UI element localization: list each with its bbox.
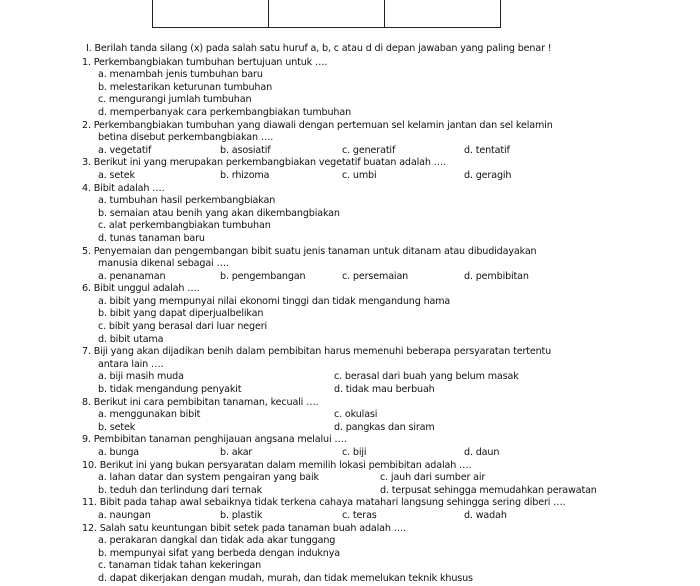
question-text bbox=[82, 283, 695, 296]
options-row bbox=[82, 170, 695, 183]
question-number: 8. bbox=[82, 396, 91, 408]
question-text bbox=[82, 397, 695, 410]
question-number: 11. bbox=[82, 497, 97, 509]
question-stem: Berikut ini yang merupakan perkembangbiakan vegetatif buatan adalah …. bbox=[93, 157, 447, 169]
question-stem: Bibit adalah …. bbox=[93, 182, 165, 194]
answer-option[interactable]: d. memperbanyak cara perkembangbiakan tumbuhan bbox=[98, 106, 352, 118]
answer-option[interactable]: b. melestarikan keturunan tumbuhan bbox=[98, 81, 273, 93]
options-row bbox=[82, 510, 695, 523]
options-row bbox=[82, 472, 695, 485]
answer-option[interactable]: b. tidak mengandung penyakit bbox=[98, 384, 242, 396]
question-text: antara lain …. bbox=[98, 358, 164, 370]
answer-option[interactable]: c. tanaman tidak tahan kekeringan bbox=[98, 560, 262, 572]
question-10 bbox=[80, 460, 695, 498]
answer-option[interactable]: c. okulasi bbox=[334, 409, 378, 421]
question-text bbox=[82, 523, 695, 536]
question-text bbox=[82, 460, 695, 473]
options-row bbox=[82, 371, 695, 384]
question-text bbox=[82, 57, 695, 70]
answer-option[interactable]: a. perakaran dangkal dan tidak ada akar tunggang bbox=[98, 535, 336, 547]
question-stem: Pembibitan tanaman penghijauan angsana melalui …. bbox=[93, 434, 347, 446]
answer-option[interactable]: c. berasal dari buah yang belum masak bbox=[334, 371, 519, 383]
options-row bbox=[82, 485, 695, 498]
answer-option[interactable]: b. rhizoma bbox=[220, 169, 270, 181]
question-number: 9. bbox=[82, 434, 91, 446]
question-number: 7. bbox=[82, 346, 91, 358]
question-text bbox=[82, 120, 695, 133]
answer-option[interactable]: c. generatif bbox=[342, 144, 396, 156]
instruction-text: I. Berilah tanda silang (x) pada salah satu huruf a, b, c atau d di depan jawaban yang paling benar ! bbox=[86, 43, 552, 54]
answer-option[interactable]: a. tumbuhan hasil perkembangbiakan bbox=[98, 195, 276, 207]
answer-option[interactable]: d. tidak mau berbuah bbox=[334, 384, 435, 396]
answer-option[interactable]: d. daun bbox=[464, 447, 500, 458]
answer-option[interactable]: c. alat perkembangbiakan tumbuhan bbox=[98, 220, 271, 232]
answer-option[interactable]: d. pembibitan bbox=[464, 270, 529, 282]
question-number: 4. bbox=[82, 182, 91, 194]
question-number: 5. bbox=[82, 245, 91, 257]
answer-option[interactable]: a. bunga bbox=[98, 447, 139, 458]
question-number: 6. bbox=[82, 283, 91, 295]
answer-option[interactable]: d. geragih bbox=[464, 169, 512, 181]
answer-option[interactable]: b. bibit yang dapat diperjualbelikan bbox=[98, 308, 264, 320]
question-text bbox=[82, 346, 695, 359]
answer-option[interactable]: c. teras bbox=[342, 509, 377, 521]
question-stem: Perkembangbiakan tumbuhan yang diawali dengan pertemuan sel kelamin jantan dan sel kelamin bbox=[93, 119, 553, 131]
answer-option[interactable]: a. bibit yang mempunyai nilai ekonomi tinggi dan tidak mengandung hama bbox=[98, 295, 451, 307]
answer-option[interactable]: b. teduh dan terlindung dari ternak bbox=[98, 484, 262, 496]
score-table-cell bbox=[153, 0, 268, 27]
answer-option[interactable]: c. jauh dari sumber air bbox=[380, 472, 486, 484]
answer-option[interactable]: c. mengurangi jumlah tumbuhan bbox=[98, 94, 252, 106]
options-row bbox=[82, 447, 695, 460]
answer-option[interactable]: b. setek bbox=[98, 421, 136, 433]
options-row bbox=[82, 409, 695, 422]
options-row bbox=[82, 384, 695, 397]
answer-option[interactable]: a. biji masih muda bbox=[98, 371, 184, 383]
question-text bbox=[82, 157, 695, 170]
question-1 bbox=[80, 57, 695, 120]
answer-option[interactable]: b. asosiatif bbox=[220, 144, 271, 156]
question-text bbox=[82, 246, 695, 259]
answer-option[interactable]: b. semaian atau benih yang akan dikembangbiakan bbox=[98, 207, 340, 219]
question-4 bbox=[80, 183, 695, 246]
answer-option[interactable]: d. bibit utama bbox=[98, 333, 164, 345]
answer-option[interactable]: b. pengembangan bbox=[220, 270, 306, 282]
answer-option[interactable]: b. mempunyai sifat yang berbeda dengan induknya bbox=[98, 547, 340, 559]
question-number: 12. bbox=[82, 522, 97, 534]
question-text: betina disebut perkembangbiakan …. bbox=[98, 132, 274, 144]
answer-option[interactable]: c. umbi bbox=[342, 169, 377, 181]
question-5 bbox=[80, 246, 695, 284]
answer-option[interactable]: d. wadah bbox=[464, 509, 507, 521]
question-text bbox=[82, 497, 695, 510]
question-8 bbox=[80, 397, 695, 435]
answer-option[interactable]: a. setek bbox=[98, 169, 135, 181]
answer-option[interactable]: c. biji bbox=[342, 447, 367, 458]
answer-option[interactable]: d. tunas tanaman baru bbox=[98, 232, 205, 244]
question-stem: Berikut ini cara pembibitan tanaman, kecuali …. bbox=[93, 396, 319, 408]
question-text: manusia dikenal sebagai …. bbox=[98, 258, 229, 270]
answer-option[interactable]: d. pangkas dan siram bbox=[334, 421, 435, 433]
score-table-cell bbox=[384, 0, 500, 27]
question-stem: Berikut ini yang bukan persyaratan dalam memilih lokasi pembibitan adalah …. bbox=[99, 459, 472, 471]
question-3 bbox=[80, 157, 695, 182]
question-11 bbox=[80, 497, 695, 522]
question-stem: Bibit unggul adalah …. bbox=[93, 283, 200, 295]
question-7 bbox=[80, 346, 695, 396]
answer-option[interactable]: c. bibit yang berasal dari luar negeri bbox=[98, 321, 268, 333]
options-row bbox=[82, 271, 695, 284]
answer-option[interactable]: c. persemaian bbox=[342, 270, 409, 282]
options-row bbox=[82, 145, 695, 158]
question-number: 3. bbox=[82, 157, 91, 169]
question-stem: Salah satu keuntungan bibit setek pada tanaman buah adalah …. bbox=[99, 522, 407, 534]
question-2 bbox=[80, 120, 695, 158]
question-stem: Biji yang akan dijadikan benih dalam pembibitan harus memenuhi beberapa persyaratan tertentu bbox=[93, 346, 552, 358]
question-number: 1. bbox=[82, 56, 91, 68]
answer-option[interactable]: a. penanaman bbox=[98, 270, 166, 282]
answer-option[interactable]: a. vegetatif bbox=[98, 144, 152, 156]
question-number: 10. bbox=[82, 459, 97, 471]
question-stem: Perkembangbiakan tumbuhan bertujuan untuk …. bbox=[93, 56, 328, 68]
score-table-cell bbox=[268, 0, 384, 27]
question-12 bbox=[80, 523, 695, 586]
answer-option[interactable]: d. terpusat sehingga memudahkan perawatan bbox=[380, 484, 597, 496]
question-text bbox=[82, 434, 695, 447]
answer-option[interactable]: a. lahan datar dan system pengairan yang baik bbox=[98, 472, 319, 484]
question-stem: Bibit pada tahap awal sebaiknya tidak terkena cahaya matahari langsung sehingga sering diberi …. bbox=[99, 497, 566, 509]
answer-option[interactable]: d. tentatif bbox=[464, 144, 510, 156]
question-9 bbox=[80, 434, 695, 459]
question-text bbox=[82, 183, 695, 196]
answer-option[interactable]: a. naungan bbox=[98, 509, 151, 521]
answer-option[interactable]: a. menggunakan bibit bbox=[98, 409, 201, 421]
answer-option[interactable]: b. plastik bbox=[220, 509, 263, 521]
score-table bbox=[152, 0, 501, 28]
answer-option[interactable]: b. akar bbox=[220, 447, 253, 458]
question-number: 2. bbox=[82, 119, 91, 131]
answer-option[interactable]: a. menambah jenis tumbuhan baru bbox=[98, 69, 263, 81]
question-stem: Penyemaian dan pengembangan bibit suatu jenis tanaman untuk ditanam atau dibudidayakan bbox=[93, 245, 537, 257]
options-row bbox=[82, 422, 695, 435]
question-6 bbox=[80, 283, 695, 346]
answer-option[interactable]: d. dapat dikerjakan dengan mudah, murah, dan tidak memelukan teknik khusus bbox=[98, 572, 473, 584]
question-list bbox=[80, 43, 695, 586]
